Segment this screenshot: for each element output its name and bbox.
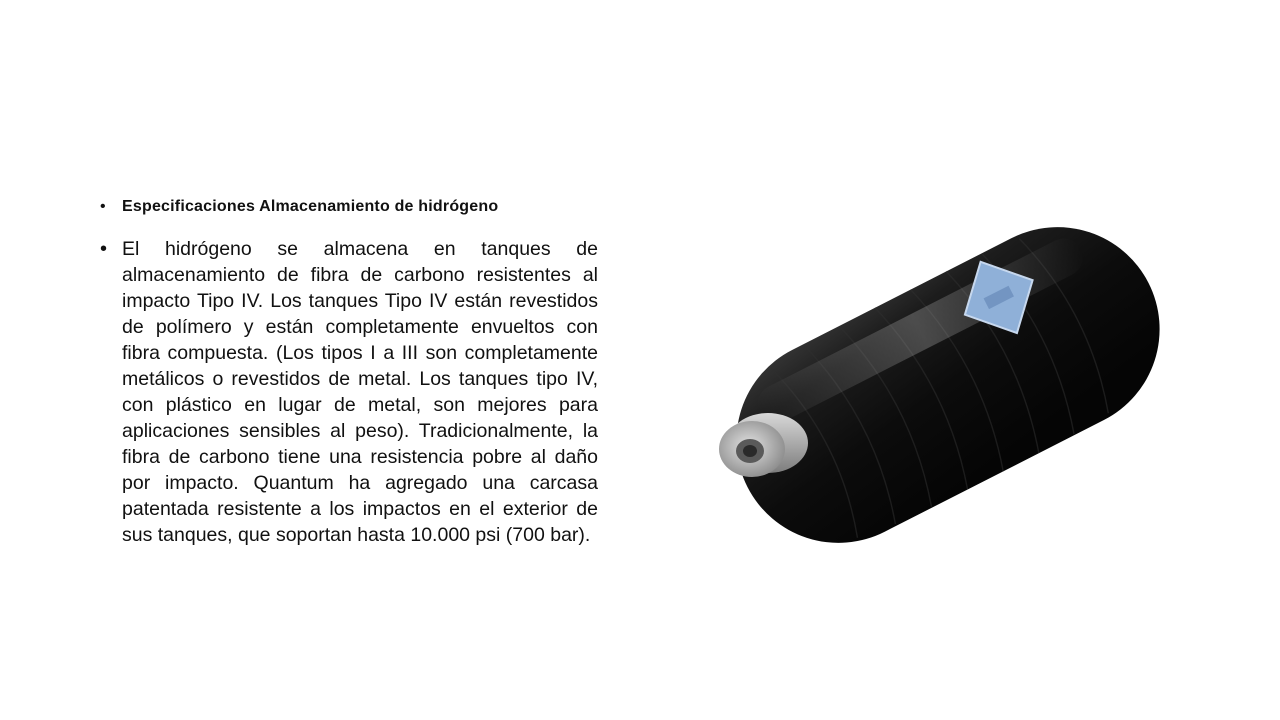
- bullet-icon: •: [100, 238, 108, 260]
- heading-bullet: [100, 194, 598, 220]
- tank-body: [701, 215, 1170, 545]
- text-column: [100, 194, 598, 548]
- bullet-icon: •: [100, 198, 106, 215]
- body-bullet: [100, 236, 598, 548]
- hydrogen-tank-photo: [700, 215, 1170, 545]
- slide-heading: Especificaciones Almacenamiento de hidrógeno: [122, 198, 499, 215]
- body-paragraph: El hidrógeno se almacena en tanques de almacenamiento de fibra de carbono resistentes al impacto Tipo IV. Los tanques Tipo IV están revestidos de polímero y están completamente envueltos con fibra compuesta. (Los tipos I a III son completamente metálicos o revestidos de metal. Los tanques tipo IV, con plástico en lugar de metal, son mejores para aplicaciones sensibles al peso). Tradicionalmente, la fibra de carbono tiene una resistencia pobre al daño por impacto. Quantum ha agregado una carcasa patentada resistente a los impactos en el exterior de sus tanques, que soportan hasta 10.000 psi (700 bar).: [122, 238, 598, 546]
